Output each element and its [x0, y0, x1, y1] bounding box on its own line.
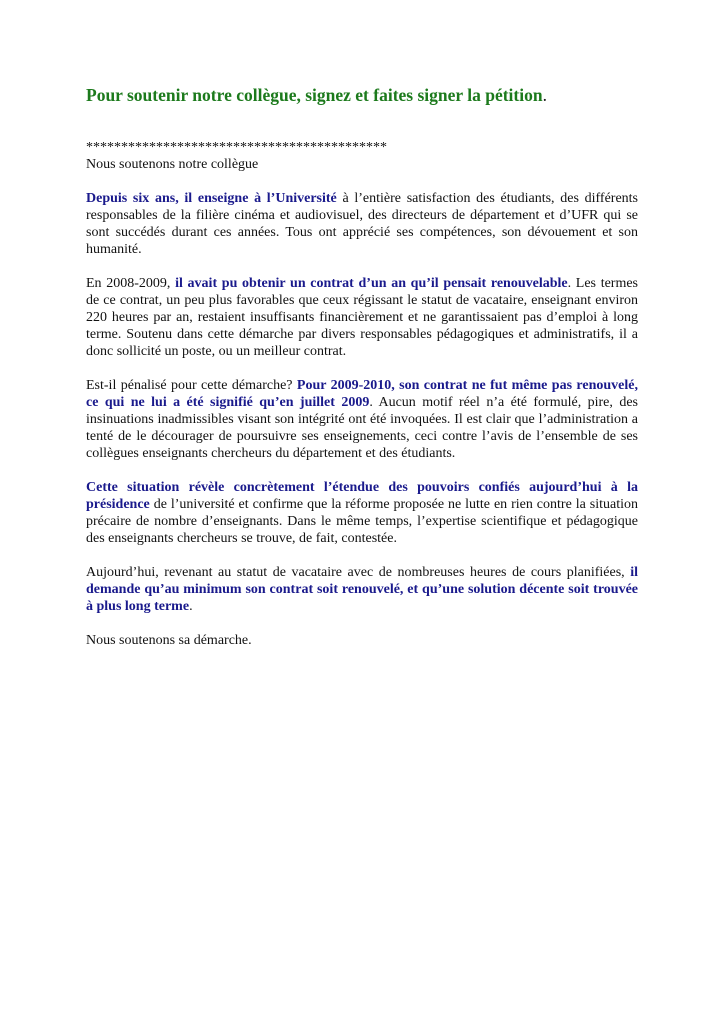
highlighted-text: Pour 2009-2010, son contrat ne fut même pas renouvelé, ce qui ne lui a été signifié qu’en juillet 2009: [86, 378, 638, 410]
intro-line: Nous soutenons notre collègue: [86, 157, 259, 172]
paragraph-text: . Aucun motif réel n’a été formulé, pire, des insinuations inadmissibles visant son intégrité ont été invoquées. Il est clair que l’administration a tenté de le décourager de poursuivre ses enseignements, ceci contre l’avis de l’ensemble de ses collègues enseignants chercheurs du département et des étudiants.: [86, 395, 638, 461]
body-text: [86, 190, 638, 649]
title-text: Pour soutenir notre collègue, signez et faites signer la pétition: [86, 85, 543, 105]
paragraph-1: [86, 190, 638, 258]
separator-line: *******************************************: [86, 140, 387, 155]
paragraph-text: .: [189, 599, 193, 614]
title-period: .: [542, 85, 547, 105]
highlighted-text: Depuis six ans, il enseigne à l’Université: [86, 191, 337, 206]
paragraph-3: [86, 377, 638, 462]
paragraph-text: de l’université et confirme que la réforme proposée ne lutte en rien contre la situation précaire de nombre d’enseignants. Dans le même temps, l’expertise scientifique et pédagogique des enseignants chercheurs se trouve, de fait, contestée.: [86, 497, 638, 546]
paragraph-5: [86, 564, 638, 615]
page-title: [86, 84, 638, 106]
paragraph-4: [86, 479, 638, 547]
highlighted-text: Cette situation révèle concrètement l’étendue des pouvoirs confiés aujourd’hui à la présidence: [86, 480, 638, 512]
paragraph-text: Aujourd’hui, revenant au statut de vacataire avec de nombreuses heures de cours planifiées,: [86, 565, 631, 580]
paragraph-text: Nous soutenons sa démarche.: [86, 633, 252, 648]
highlighted-text: il avait pu obtenir un contrat d’un an qu’il pensait renouvelable: [175, 276, 568, 291]
paragraph-text: En 2008-2009,: [86, 276, 176, 291]
paragraph-text: . Les termes de ce contrat, un peu plus favorables que ceux régissant le statut de vacataire, enseignant environ 220 heures par an, restaient insuffisants financièrement et ne garantissaient pas d’emploi à long terme. Soutenu dans cette démarche par divers responsables pédagogiques et administratifs, il a donc sollicité un poste, ou un meilleur contrat.: [86, 276, 639, 359]
paragraph-text: à l’entière satisfaction des étudiants, des différents responsables de la filière cinéma et audiovisuel, des directeurs de département et d’UFR qui se sont succédés durant ces années. Tous ont apprécié ses compétences, son dévouement et son humanité.: [86, 191, 638, 257]
paragraph-2: [86, 275, 638, 360]
paragraph-6: [86, 632, 638, 649]
document-page: [86, 84, 638, 666]
highlighted-text: il demande qu’au minimum son contrat soit renouvelé, et qu’une solution décente soit trouvée à plus long terme: [86, 565, 638, 614]
paragraph-text: Est-il pénalisé pour cette démarche?: [86, 378, 297, 393]
